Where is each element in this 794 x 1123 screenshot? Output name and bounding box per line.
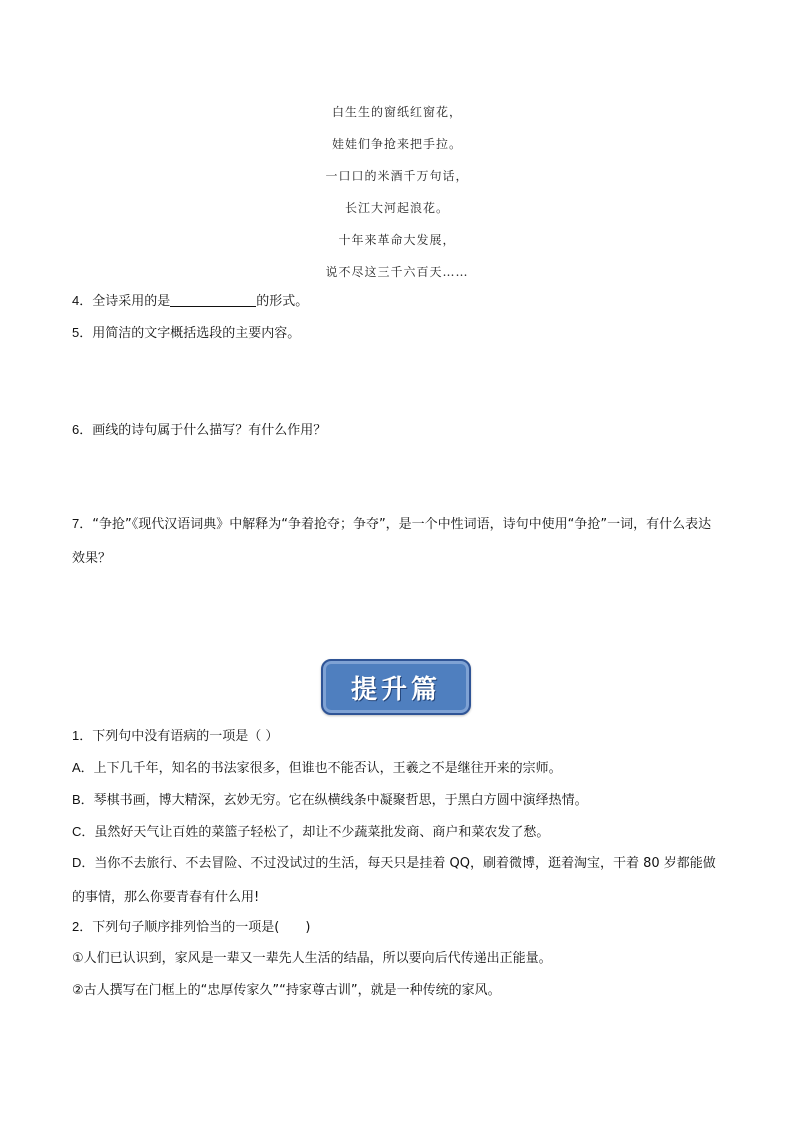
option-label: D． xyxy=(72,855,95,870)
question-number: 5． xyxy=(72,325,93,340)
advanced-question-2 xyxy=(72,915,722,940)
question-6 xyxy=(72,418,722,443)
question-number: 7． xyxy=(72,516,93,531)
poem-line: 长江大河起浪花。 xyxy=(344,201,449,215)
question-text: 全诗采用的是 xyxy=(92,294,171,309)
option-d xyxy=(72,846,722,915)
sentence-text: ①人们已认识到，家风是一辈又一辈先人生活的结晶，所以要向后代传递出正能量。 xyxy=(72,951,552,966)
option-c xyxy=(72,820,722,845)
sentence-1 xyxy=(72,947,722,971)
question-number: 1． xyxy=(72,728,93,743)
option-text: 上下几千年，知名的书法家很多，但谁也不能否认，王羲之不是继往开来的宗师。 xyxy=(93,761,562,776)
question-4 xyxy=(72,289,722,314)
question-7 xyxy=(72,507,722,576)
option-a xyxy=(72,756,722,781)
option-label: C． xyxy=(72,824,95,839)
poem xyxy=(0,100,794,292)
question-text: 用简洁的文字概括选段的主要内容。 xyxy=(92,326,301,341)
option-b xyxy=(72,788,722,813)
advanced-question-1 xyxy=(72,724,722,749)
question-number: 4． xyxy=(72,293,93,308)
option-label: A． xyxy=(72,760,94,775)
poem-line: 说不尽这三千六百天…… xyxy=(325,265,469,279)
question-text: 的形式。 xyxy=(256,294,309,309)
section-banner xyxy=(321,659,471,715)
poem-line: 一口口的米酒千万句话， xyxy=(325,169,469,183)
option-label: B． xyxy=(72,792,94,807)
poem-line: 娃娃们争抢来把手拉。 xyxy=(331,137,462,151)
question-text: 下列句子顺序排列恰当的一项是( xyxy=(92,920,280,935)
sentence-2 xyxy=(72,979,722,1003)
sentence-text: ②古人撰写在门框上的“忠厚传家久”“持家尊古训”，就是一种传统的家风。 xyxy=(72,983,501,998)
question-number: 2． xyxy=(72,919,93,934)
option-text: 当你不去旅行、不去冒险、不过没试过的生活，每天只是挂着 QQ，刷着微博，逛着淘宝，干着 80 岁都能做的事情，那么你要青春有什么用! xyxy=(72,856,716,905)
poem-line: 白生生的窗纸红窗花， xyxy=(331,105,462,119)
question-text: “争抢”《现代汉语词典》中解释为“争着抢夺；争夺”，是一个中性词语，诗句中使用“争抢”一词，有什么表达效果？ xyxy=(72,517,712,566)
poem-line: 十年来革命大发展， xyxy=(338,233,456,247)
question-5 xyxy=(72,321,722,346)
question-text: ) xyxy=(305,920,311,935)
question-text: 画线的诗句属于什么描写？有什么作用？ xyxy=(92,423,327,438)
section-title: 提升篇 xyxy=(350,674,441,705)
option-text: 琴棋书画，博大精深，玄妙无穷。它在纵横线条中凝聚哲思，于黑白方圆中演绎热情。 xyxy=(93,793,588,808)
question-number: 6． xyxy=(72,422,93,437)
question-text: 下列句中没有语病的一项是（ ） xyxy=(92,729,279,744)
answer-blank[interactable] xyxy=(170,292,256,307)
option-text: 虽然好天气让百姓的菜篮子轻松了，却让不少蔬菜批发商、商户和菜农发了愁。 xyxy=(94,825,550,840)
